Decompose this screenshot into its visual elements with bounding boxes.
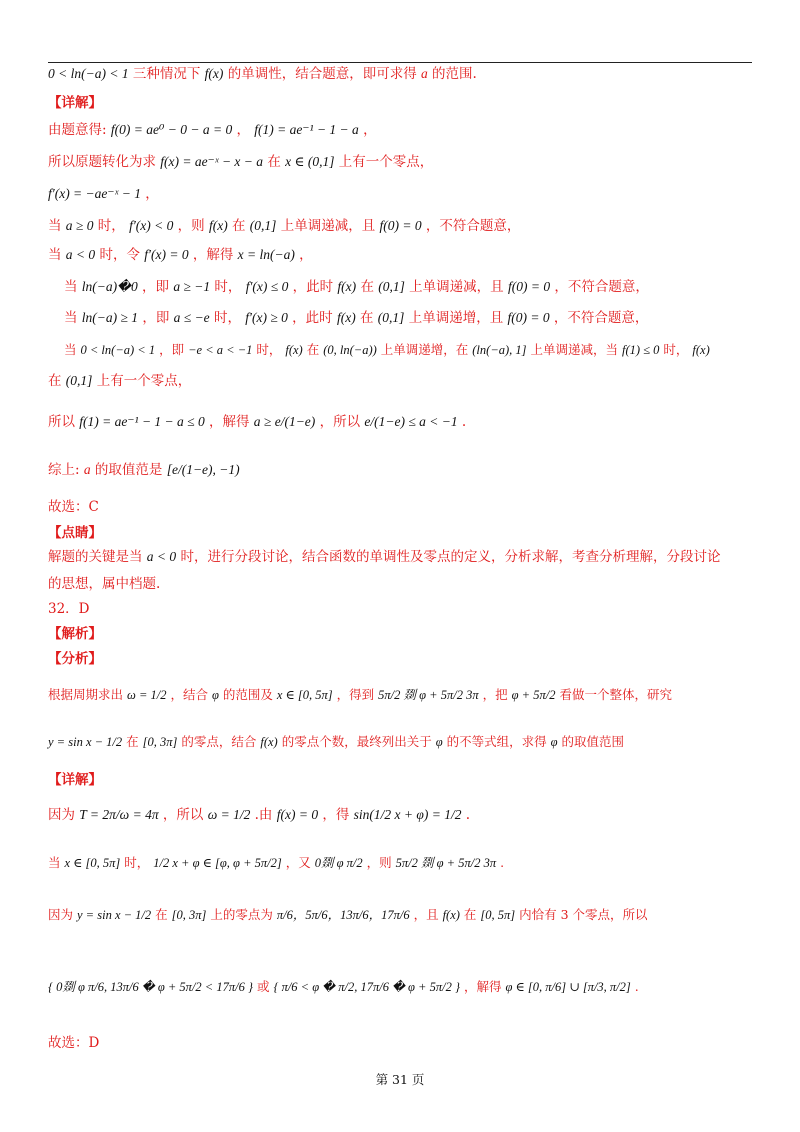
text-segment: 时，令: [99, 247, 140, 263]
text-segment: 上单调递增，且: [408, 310, 504, 326]
math-expr: f(x) = ae⁻ˣ − x − a: [160, 154, 264, 169]
text-segment: 的范围及: [222, 687, 273, 702]
text-line: [48, 184, 159, 204]
math-expr: a ≥ e/(1−e): [253, 414, 316, 429]
text-segment: 或: [256, 979, 270, 994]
text-line: [48, 371, 191, 391]
text-line: [64, 308, 648, 328]
section-tag-outline: [48, 649, 102, 669]
math-expr: a: [421, 66, 428, 81]
math-expr: a ≥ 0: [65, 218, 94, 233]
math-expr: f(1) ≤ 0: [622, 343, 660, 357]
text-segment: ，: [299, 247, 313, 263]
text-segment: 当: [64, 310, 78, 326]
page-footer: 第 31 页: [375, 1072, 425, 1087]
text-segment: 故选：C: [48, 499, 99, 515]
text-segment: ，不符合题意，: [425, 218, 521, 234]
math-expr: x ∈ [0, 5π]: [276, 688, 333, 702]
math-expr: a < 0: [146, 549, 177, 564]
text-segment: ，解得: [209, 414, 250, 430]
text-segment: ，即: [142, 310, 170, 326]
text-line: [64, 277, 649, 297]
math-expr: φ ∈ [0, π/6] ∪ [π/3, π/2]: [505, 980, 631, 994]
math-expr: f(x): [337, 279, 357, 294]
math-expr: f(x): [692, 343, 710, 357]
text-segment: ，把: [482, 687, 508, 702]
text-segment: ，此时: [292, 310, 333, 326]
text-segment: 时，: [97, 218, 125, 234]
text-line: [48, 412, 466, 432]
math-expr: x ∈ (0,1]: [285, 154, 335, 169]
text-segment: ，则: [177, 218, 205, 234]
text-segment: 在: [155, 907, 168, 922]
text-segment: 所以原题转化为求: [48, 154, 156, 170]
text-segment: .由: [254, 807, 273, 823]
math-expr: 0 < ln(−a) < 1: [48, 66, 129, 81]
text-segment: 当: [64, 279, 78, 295]
text-segment: ，: [145, 186, 159, 202]
text-segment: 看做一个整体，研究: [559, 687, 672, 702]
math-expr: { π/6 < φ � π/2, 17π/6 � φ + 5π/2 }: [273, 980, 460, 994]
text-segment: 上单调递减，当: [530, 342, 619, 357]
text-segment: 时，: [213, 310, 241, 326]
text-line: [48, 120, 377, 140]
text-line: [48, 497, 99, 517]
text-segment: 的范围.: [432, 66, 477, 82]
text-segment: ，则: [366, 855, 392, 870]
text-segment: ，解得: [192, 247, 234, 263]
text-segment: ，此时: [292, 279, 334, 295]
text-line: [48, 460, 240, 480]
text-segment: 时，: [124, 855, 150, 870]
text-line: [48, 905, 648, 925]
math-expr: 0 < ln(−a) < 1: [80, 343, 156, 357]
text-line: [48, 216, 520, 236]
text-segment: 所以: [48, 414, 75, 430]
text-line: [48, 977, 639, 997]
text-segment: 因为: [48, 807, 75, 823]
math-expr: φ: [550, 735, 558, 749]
math-expr: f′(x) = −ae⁻ˣ − 1: [48, 186, 141, 201]
text-line: [48, 152, 433, 172]
text-segment: 的不等式组，求得: [446, 734, 547, 749]
text-segment: ，即: [142, 279, 170, 295]
math-expr: f(0) = ae⁰ − 0 − a = 0: [110, 122, 233, 137]
text-segment: 的思想，属中档题.: [48, 576, 161, 592]
math-expr: a < 0: [65, 247, 96, 262]
text-segment: 当: [64, 342, 77, 357]
math-expr: a ≤ −e: [173, 310, 210, 325]
math-expr: sin(1/2 x + φ) = 1/2: [353, 807, 462, 822]
math-expr: f(1) = ae⁻¹ − 1 − a: [254, 122, 359, 137]
math-expr: (0,1]: [249, 218, 277, 233]
text-segment: 时，: [214, 279, 242, 295]
math-expr: y = sin x − 1/2: [48, 735, 123, 749]
text-segment: 在: [360, 310, 374, 326]
text-segment: ，解得: [463, 979, 502, 994]
section-tag: 【分析】: [48, 651, 102, 667]
text-segment: 在: [267, 154, 281, 170]
math-expr: { 0剟 φ π/6, 13π/6 � φ + 5π/2 < 17π/6 }: [48, 980, 253, 994]
text-line: [48, 245, 313, 265]
text-segment: 上单调递增，在: [380, 342, 469, 357]
math-expr: (0,1]: [377, 310, 405, 325]
text-segment: 根据周期求出: [48, 687, 124, 702]
text-segment: 的零点个数，最终列出关于: [281, 734, 432, 749]
math-expr: −e < a < −1: [188, 343, 253, 357]
text-segment: 时，: [663, 342, 689, 357]
text-segment: ，: [236, 122, 250, 138]
section-tag-detail: [48, 770, 102, 790]
math-expr: 0剟 φ π/2: [314, 856, 363, 870]
math-expr: f(0) = 0: [507, 310, 550, 325]
section-tag: 【解析】: [48, 626, 102, 642]
math-expr: ω = 1/2: [127, 688, 167, 702]
math-expr: x ∈ [0, 5π]: [64, 856, 121, 870]
math-expr: f(x): [204, 66, 224, 81]
math-expr: f(x): [336, 310, 356, 325]
text-segment: 的单调性，结合题意，即可求得: [227, 66, 417, 82]
text-line: [48, 732, 624, 752]
math-expr: [e/(1−e), −1): [166, 462, 240, 477]
math-expr: f′(x) ≤ 0: [245, 279, 289, 294]
text-line: [64, 340, 710, 360]
text-segment: 由题意得:: [48, 122, 107, 138]
header-rule: [48, 62, 752, 63]
text-segment: 故选：D: [48, 1035, 100, 1051]
math-expr: y = sin x − 1/2: [77, 908, 152, 922]
math-expr: ln(−a)�0: [81, 279, 138, 294]
text-segment: ，又: [285, 855, 311, 870]
text-segment: .: [465, 807, 471, 823]
math-expr: f(x): [442, 908, 460, 922]
text-segment: ，不符合题意，: [554, 279, 649, 295]
text-line: [48, 685, 672, 705]
section-tag-detail: [48, 93, 102, 113]
text-segment: 在: [463, 907, 477, 922]
math-expr: f′(x) < 0: [129, 218, 174, 233]
math-expr: f(x): [260, 735, 278, 749]
text-segment: ，所以: [162, 807, 204, 823]
math-expr: π/6，5π/6，13π/6，17π/6: [276, 908, 410, 922]
text-segment: 当: [48, 218, 62, 234]
text-segment: ，不符合题意，: [553, 310, 649, 326]
text-segment: 在: [360, 279, 374, 295]
text-segment: 的取值范围: [561, 734, 625, 749]
section-tag: 【详解】: [48, 772, 102, 788]
math-expr: f(1) = ae⁻¹ − 1 − a ≤ 0: [79, 414, 205, 429]
math-expr: (0, ln(−a)): [323, 343, 377, 357]
text-segment: ，得: [322, 807, 350, 823]
text-segment: 上的零点为: [210, 907, 273, 922]
math-expr: f(x): [208, 218, 228, 233]
math-expr: f′(x) = 0: [144, 247, 189, 262]
text-segment: ，且: [413, 907, 439, 922]
text-segment: ，即: [159, 342, 185, 357]
math-expr: x = ln(−a): [237, 247, 295, 262]
text-segment: 在: [231, 218, 246, 234]
math-expr: a ≥ −1: [173, 279, 211, 294]
math-expr: f(0) = 0: [507, 279, 551, 294]
text-segment: 时，: [256, 342, 282, 357]
text-segment: ，结合: [170, 687, 208, 702]
section-tag: 【详解】: [48, 95, 102, 111]
math-expr: φ + 5π/2: [511, 688, 556, 702]
math-expr: (0,1]: [65, 373, 93, 388]
text-segment: 时，进行分段讨论，结合函数的单调性及零点的定义，分析求解，考查分析理解，分段讨论: [180, 549, 721, 565]
text-segment: 的零点，结合: [181, 734, 257, 749]
math-expr: a: [83, 462, 91, 477]
section-tag: 【点睛】: [48, 525, 102, 541]
text-segment: 上单调递减，且: [409, 279, 504, 295]
text-line: [48, 547, 720, 567]
text-line: [48, 805, 470, 825]
math-expr: [0, 5π]: [480, 908, 516, 922]
math-expr: ω = 1/2: [207, 807, 251, 822]
text-segment: .: [634, 979, 639, 994]
text-segment: .: [461, 414, 467, 430]
text-segment: 当: [48, 855, 61, 870]
math-expr: ln(−a) ≥ 1: [81, 310, 139, 325]
math-expr: (ln(−a), 1]: [472, 343, 527, 357]
text-segment: ，所以: [319, 414, 361, 430]
math-expr: [0, 3π]: [171, 908, 207, 922]
math-expr: φ: [211, 688, 219, 702]
text-segment: ，: [363, 122, 377, 138]
text-segment: 上单调递减，且: [280, 218, 376, 234]
text-segment: 三种情况下: [132, 66, 201, 82]
text-segment: 的取值范是: [94, 462, 163, 478]
math-expr: 5π/2 剟 φ + 5π/2 3π: [395, 856, 497, 870]
math-expr: f(0) = 0: [379, 218, 422, 233]
text-line: [48, 64, 477, 84]
text-line: [48, 574, 160, 594]
text-segment: 在: [48, 373, 62, 389]
text-line: [48, 853, 504, 873]
text-line: [48, 1033, 99, 1053]
text-segment: .: [500, 855, 505, 870]
math-expr: 1/2 x + φ ∈ [φ, φ + 5π/2]: [153, 856, 282, 870]
text-segment: 因为: [48, 907, 74, 922]
math-expr: φ: [435, 735, 443, 749]
text-segment: 解题的关键是当: [48, 549, 143, 565]
math-expr: f(x) = 0: [276, 807, 319, 822]
question-number: [48, 599, 90, 619]
text-segment: 内恰有 3 个零点，所以: [519, 907, 648, 922]
math-expr: T = 2π/ω = 4π: [79, 807, 159, 822]
math-expr: f(x): [285, 343, 303, 357]
section-tag-analysis: [48, 624, 102, 644]
text-segment: 在: [126, 734, 139, 749]
text-segment: 在: [306, 342, 320, 357]
math-expr: (0,1]: [378, 279, 405, 294]
text-segment: 当: [48, 247, 62, 263]
math-expr: 5π/2 剟 φ + 5π/2 3π: [378, 688, 479, 702]
text-segment: 上有一个零点，: [96, 373, 192, 389]
math-expr: e/(1−e) ≤ a < −1: [364, 414, 458, 429]
math-expr: [0, 3π]: [142, 735, 178, 749]
text-segment: 上有一个零点，: [338, 154, 434, 170]
text-segment: 综上:: [48, 462, 80, 478]
text-segment: ，得到: [336, 687, 375, 702]
math-expr: f′(x) ≥ 0: [245, 310, 288, 325]
text-segment: 32．D: [48, 601, 90, 617]
section-tag-remark: [48, 523, 102, 543]
